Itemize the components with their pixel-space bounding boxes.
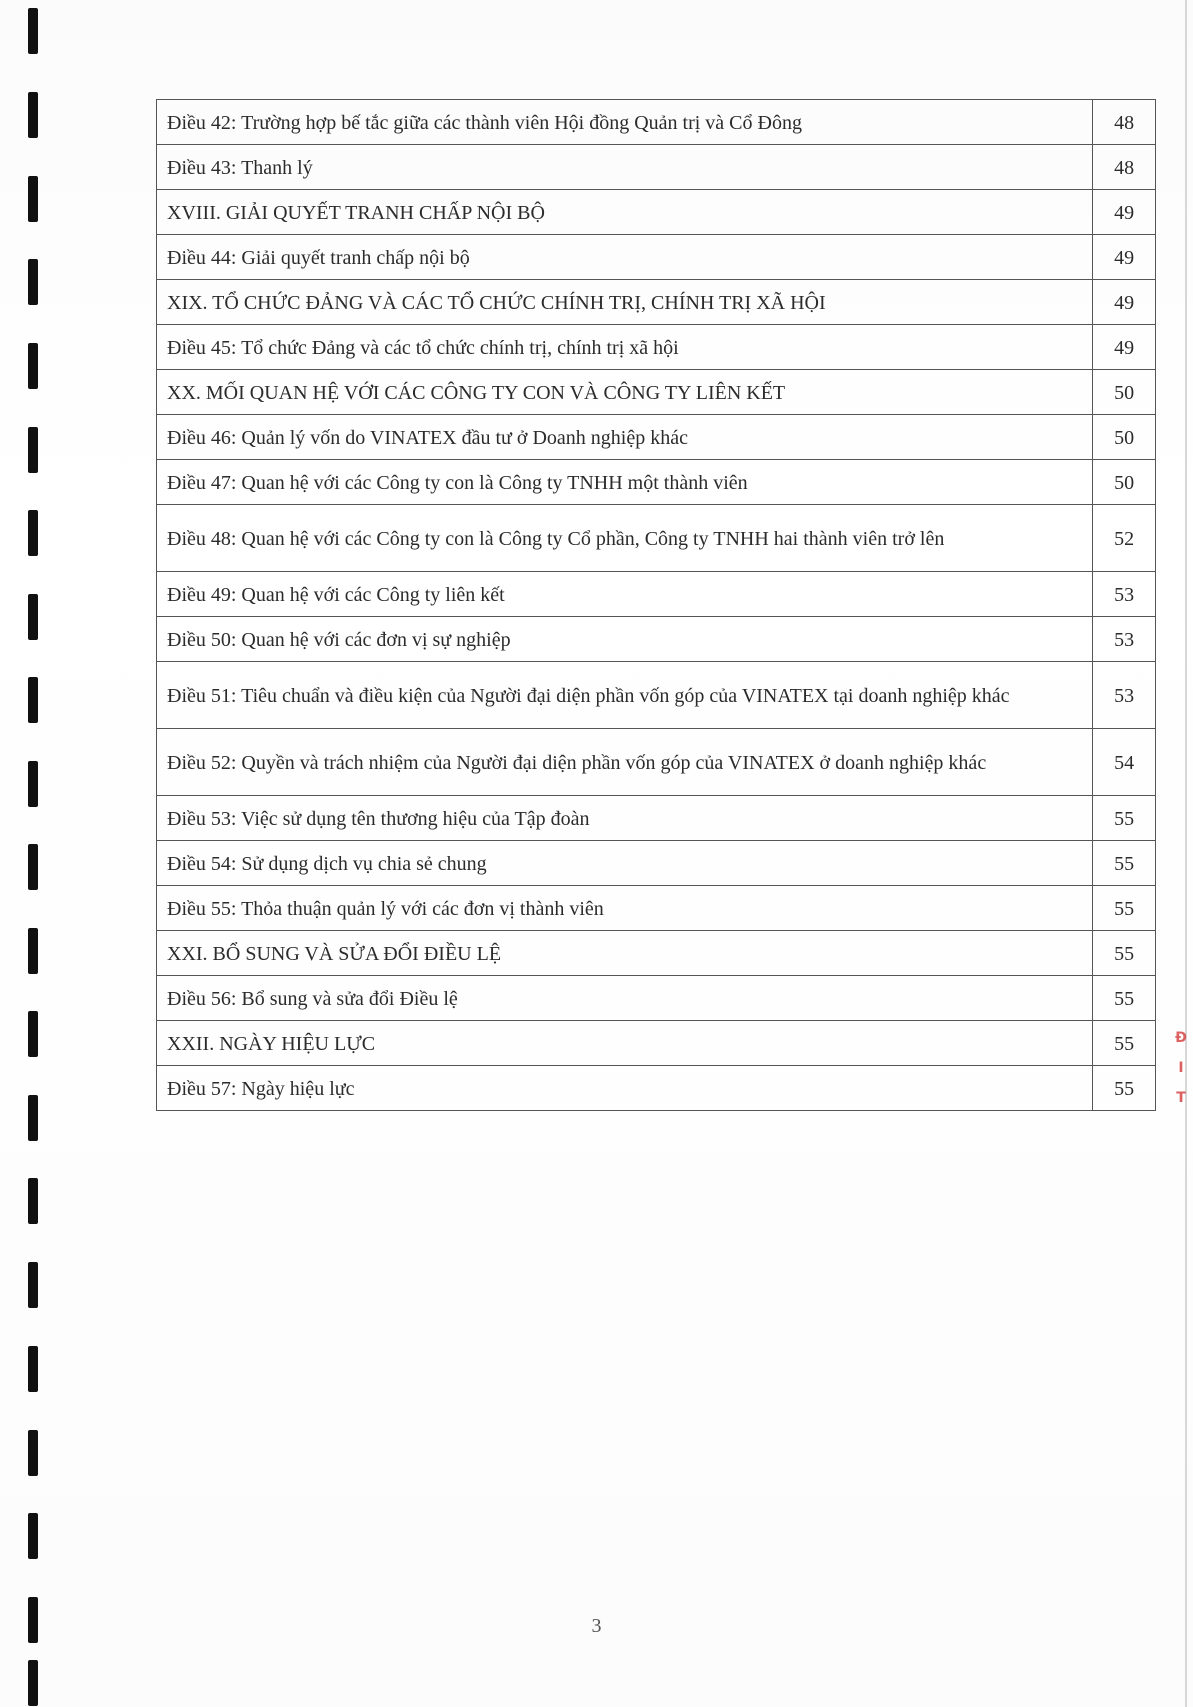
binding-hole	[28, 343, 38, 389]
toc-entry-page: 55	[1093, 796, 1156, 841]
toc-entry-title: Điều 56: Bổ sung và sửa đổi Điều lệ	[157, 976, 1093, 1021]
toc-row	[157, 190, 1156, 235]
binding-hole	[28, 928, 38, 974]
toc-entry-page: 50	[1093, 370, 1156, 415]
toc-entry-title: Điều 52: Quyền và trách nhiệm của Người đại diện phần vốn góp của VINATEX ở doanh nghiệp khác	[157, 729, 1093, 796]
toc-entry-page: 52	[1093, 505, 1156, 572]
binding-hole	[28, 844, 38, 890]
toc-entry-title: XX. MỐI QUAN HỆ VỚI CÁC CÔNG TY CON VÀ CÔNG TY LIÊN KẾT	[157, 370, 1093, 415]
toc-entry-title: Điều 57: Ngày hiệu lực	[157, 1066, 1093, 1111]
toc-entry-title: XIX. TỔ CHỨC ĐẢNG VÀ CÁC TỔ CHỨC CHÍNH TRỊ, CHÍNH TRỊ XÃ HỘI	[157, 280, 1093, 325]
toc-row	[157, 460, 1156, 505]
toc-row	[157, 662, 1156, 729]
toc-row	[157, 1021, 1156, 1066]
toc-entry-page: 49	[1093, 190, 1156, 235]
binding-hole	[28, 8, 38, 54]
binding-hole	[28, 1660, 38, 1706]
binding-hole	[28, 1346, 38, 1392]
toc-entry-title: Điều 50: Quan hệ với các đơn vị sự nghiệp	[157, 617, 1093, 662]
toc-entry-page: 55	[1093, 931, 1156, 976]
page-edge-line	[1185, 0, 1187, 1707]
toc-entry-title: Điều 46: Quản lý vốn do VINATEX đầu tư ở Doanh nghiệp khác	[157, 415, 1093, 460]
toc-row	[157, 729, 1156, 796]
toc-row	[157, 886, 1156, 931]
toc-entry-page: 49	[1093, 280, 1156, 325]
toc-row	[157, 796, 1156, 841]
toc-row	[157, 976, 1156, 1021]
toc-entry-page: 50	[1093, 415, 1156, 460]
toc-row	[157, 931, 1156, 976]
toc-entry-title: Điều 42: Trường hợp bế tắc giữa các thành viên Hội đồng Quản trị và Cổ Đông	[157, 100, 1093, 145]
toc-entry-title: XVIII. GIẢI QUYẾT TRANH CHẤP NỘI BỘ	[157, 190, 1093, 235]
toc-row	[157, 145, 1156, 190]
binding-holes	[0, 0, 60, 1707]
page-number: 3	[591, 1615, 602, 1637]
toc-entry-page: 49	[1093, 235, 1156, 280]
toc-row	[157, 100, 1156, 145]
toc-entry-title: Điều 43: Thanh lý	[157, 145, 1093, 190]
binding-hole	[28, 176, 38, 222]
toc-entry-page: 54	[1093, 729, 1156, 796]
toc-entry-title: XXII. NGÀY HIỆU LỰC	[157, 1021, 1093, 1066]
toc-entry-title: Điều 47: Quan hệ với các Công ty con là Công ty TNHH một thành viên	[157, 460, 1093, 505]
toc-entry-page: 55	[1093, 1021, 1156, 1066]
toc-entry-title: Điều 55: Thỏa thuận quản lý với các đơn vị thành viên	[157, 886, 1093, 931]
toc-entry-title: Điều 54: Sử dụng dịch vụ chia sẻ chung	[157, 841, 1093, 886]
toc-entry-page: 49	[1093, 325, 1156, 370]
toc-row	[157, 280, 1156, 325]
toc-entry-page: 53	[1093, 572, 1156, 617]
binding-hole	[28, 1513, 38, 1559]
toc-entry-title: XXI. BỔ SUNG VÀ SỬA ĐỔI ĐIỀU LỆ	[157, 931, 1093, 976]
toc-row	[157, 841, 1156, 886]
red-stamp-fragment: I	[1178, 1060, 1184, 1076]
toc-entry-page: 48	[1093, 145, 1156, 190]
binding-hole	[28, 677, 38, 723]
toc-row	[157, 325, 1156, 370]
toc-row	[157, 505, 1156, 572]
toc-entry-title: Điều 49: Quan hệ với các Công ty liên kết	[157, 572, 1093, 617]
red-stamp-fragment: Đ	[1175, 1030, 1187, 1046]
binding-hole	[28, 427, 38, 473]
red-stamp-fragment: T	[1176, 1090, 1186, 1106]
toc-row	[157, 1066, 1156, 1111]
toc-entry-title: Điều 53: Việc sử dụng tên thương hiệu của Tập đoàn	[157, 796, 1093, 841]
toc-row	[157, 415, 1156, 460]
binding-hole	[28, 1011, 38, 1057]
binding-hole	[28, 594, 38, 640]
binding-hole	[28, 92, 38, 138]
toc-row	[157, 572, 1156, 617]
toc-entry-page: 55	[1093, 841, 1156, 886]
toc-entry-title: Điều 44: Giải quyết tranh chấp nội bộ	[157, 235, 1093, 280]
toc-row	[157, 370, 1156, 415]
toc-body	[157, 100, 1156, 1111]
toc-entry-page: 50	[1093, 460, 1156, 505]
binding-hole	[28, 510, 38, 556]
toc-entry-title: Điều 48: Quan hệ với các Công ty con là Công ty Cổ phần, Công ty TNHH hai thành viên trở lên	[157, 505, 1093, 572]
toc-entry-page: 55	[1093, 976, 1156, 1021]
binding-hole	[28, 1178, 38, 1224]
toc-entry-page: 53	[1093, 617, 1156, 662]
toc-entry-title: Điều 51: Tiêu chuẩn và điều kiện của Người đại diện phần vốn góp của VINATEX tại doanh nghiệp khác	[157, 662, 1093, 729]
toc-entry-title: Điều 45: Tổ chức Đảng và các tổ chức chính trị, chính trị xã hội	[157, 325, 1093, 370]
toc-row	[157, 235, 1156, 280]
binding-hole	[28, 1262, 38, 1308]
binding-hole	[28, 259, 38, 305]
toc-entry-page: 55	[1093, 886, 1156, 931]
binding-hole	[28, 761, 38, 807]
toc-row	[157, 617, 1156, 662]
toc-entry-page: 48	[1093, 100, 1156, 145]
binding-hole	[28, 1430, 38, 1476]
toc-entry-page: 55	[1093, 1066, 1156, 1111]
binding-hole	[28, 1095, 38, 1141]
toc-entry-page: 53	[1093, 662, 1156, 729]
table-of-contents	[156, 99, 1156, 1111]
